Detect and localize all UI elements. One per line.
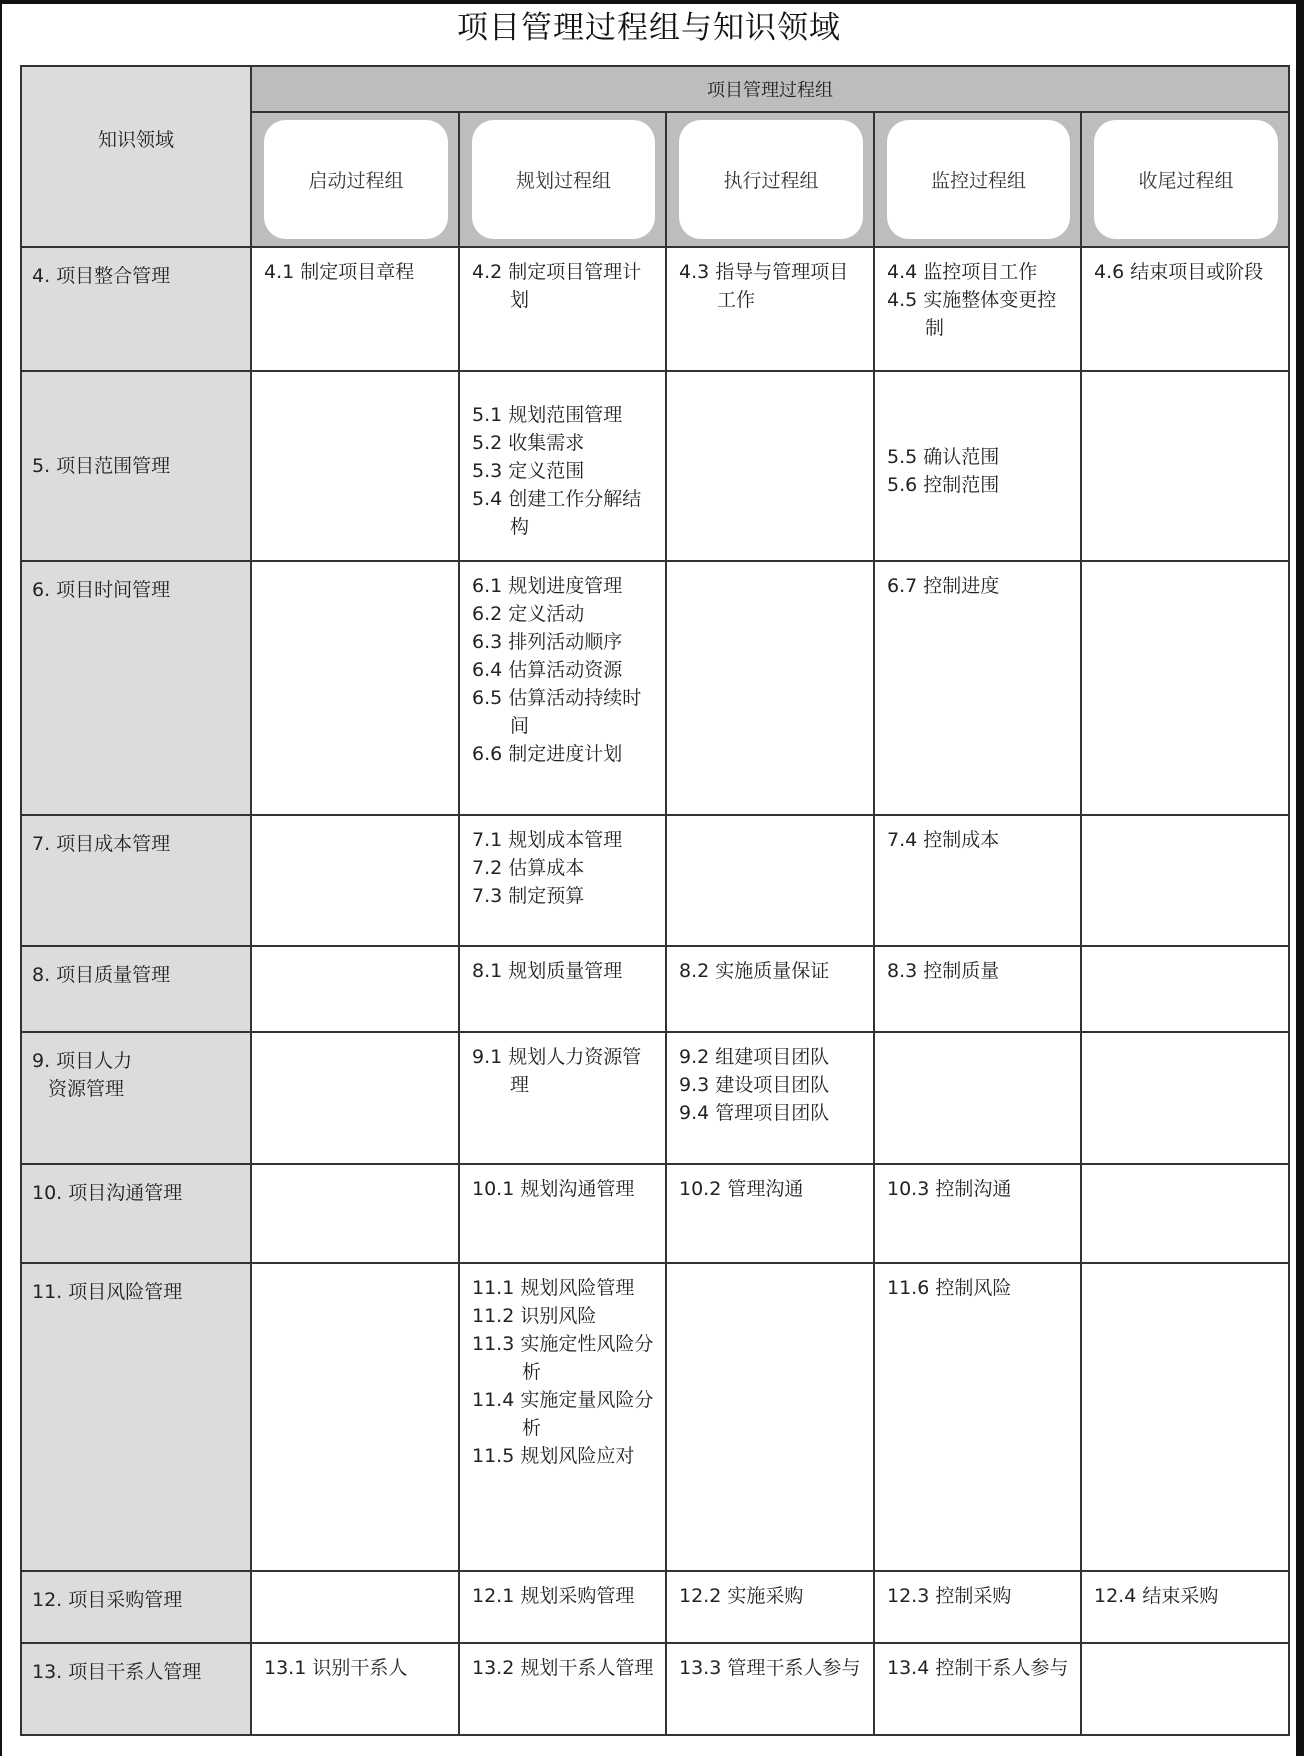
process-cell: [251, 561, 459, 815]
process-cell: [666, 1032, 874, 1164]
process-cell: [459, 1164, 666, 1263]
process-cell: [666, 1263, 874, 1571]
table-row: [21, 815, 1289, 946]
process-group-label: 启动过程组: [264, 120, 448, 239]
process-item: 9.2 组建项目团队: [679, 1046, 830, 1068]
process-cell: [666, 247, 874, 371]
process-cell: [251, 946, 459, 1032]
knowledge-area-label: 资源管理: [48, 1078, 125, 1100]
process-item: 11.2 识别风险: [472, 1305, 597, 1327]
process-cell: [251, 1263, 459, 1571]
knowledge-area-label: 5. 项目范围管理: [32, 455, 171, 477]
process-cell: [1081, 815, 1289, 946]
process-cell: [1081, 946, 1289, 1032]
process-item: 6.6 制定进度计划: [472, 743, 623, 765]
process-item: 5.5 确认范围: [887, 446, 1000, 468]
process-item: 11.4 实施定量风险分析: [472, 1389, 654, 1439]
table-row: [21, 371, 1289, 561]
process-item: 5.4 创建工作分解结构: [472, 488, 642, 538]
process-cell: [459, 371, 666, 561]
process-item: 12.3 控制采购: [887, 1585, 1012, 1607]
process-item: 10.2 管理沟通: [679, 1178, 804, 1200]
process-cell: [666, 815, 874, 946]
process-cell: [1081, 1643, 1289, 1735]
process-item: 7.1 规划成本管理: [472, 829, 623, 851]
process-item: 13.2 规划干系人管理: [472, 1657, 654, 1679]
table-row: [21, 1643, 1289, 1735]
process-cell: [1081, 371, 1289, 561]
process-item: 13.4 控制干系人参与: [887, 1657, 1069, 1679]
process-item: 13.3 管理干系人参与: [679, 1657, 861, 1679]
knowledge-area-label: 9. 项目人力: [32, 1050, 133, 1072]
process-item: 8.3 控制质量: [887, 960, 1000, 982]
process-cell: [459, 1263, 666, 1571]
table-row: [21, 1032, 1289, 1164]
process-item: 5.2 收集需求: [472, 432, 585, 454]
process-cell: [666, 561, 874, 815]
process-cell: [251, 1571, 459, 1643]
process-group-monitoring: [874, 112, 1081, 247]
process-cell: [666, 1643, 874, 1735]
process-group-label: 监控过程组: [887, 120, 1070, 239]
process-item: 8.2 实施质量保证: [679, 960, 830, 982]
knowledge-area-label: 7. 项目成本管理: [32, 833, 171, 855]
process-item: 9.1 规划人力资源管理: [472, 1046, 642, 1096]
knowledge-area-label: 8. 项目质量管理: [32, 964, 171, 986]
process-cell: [874, 371, 1081, 561]
process-item: 12.1 规划采购管理: [472, 1585, 635, 1607]
process-cell: [874, 247, 1081, 371]
process-cell: [874, 1571, 1081, 1643]
process-cell: [874, 1164, 1081, 1263]
process-cell: [874, 946, 1081, 1032]
process-cell: [1081, 247, 1289, 371]
process-item: 5.3 定义范围: [472, 460, 585, 482]
process-group-planning: [459, 112, 666, 247]
process-item: 11.6 控制风险: [887, 1277, 1012, 1299]
page-title: 项目管理过程组与知识领域: [457, 10, 841, 46]
process-item: 11.1 规划风险管理: [472, 1277, 635, 1299]
process-cell: [459, 946, 666, 1032]
knowledge-area-label: 4. 项目整合管理: [32, 265, 171, 287]
process-item: 12.2 实施采购: [679, 1585, 804, 1607]
table-row: [21, 1571, 1289, 1643]
process-cell: [459, 561, 666, 815]
process-item: 4.1 制定项目章程: [264, 261, 415, 283]
process-cell: [874, 815, 1081, 946]
process-cell: [459, 1571, 666, 1643]
process-cell: [459, 815, 666, 946]
process-cell: [251, 247, 459, 371]
knowledge-area-label: 10. 项目沟通管理: [32, 1182, 183, 1204]
document-page: [2, 4, 1296, 1756]
process-item: 11.5 规划风险应对: [472, 1445, 635, 1467]
knowledge-area-label: 13. 项目干系人管理: [32, 1661, 202, 1683]
process-cell: [459, 1643, 666, 1735]
process-item: 6.1 规划进度管理: [472, 575, 623, 597]
process-item: 8.1 规划质量管理: [472, 960, 623, 982]
process-item: 9.4 管理项目团队: [679, 1102, 830, 1124]
process-cell: [1081, 1263, 1289, 1571]
table-row: [21, 946, 1289, 1032]
process-item: 7.4 控制成本: [887, 829, 1000, 851]
process-cell: [666, 1164, 874, 1263]
process-item: 6.4 估算活动资源: [472, 659, 623, 681]
process-item: 5.1 规划范围管理: [472, 404, 623, 426]
process-cell: [1081, 1164, 1289, 1263]
knowledge-area-label: 6. 项目时间管理: [32, 579, 171, 601]
process-cell: [1081, 1032, 1289, 1164]
process-groups-band: 项目管理过程组: [251, 66, 1289, 112]
process-cell: [1081, 1571, 1289, 1643]
process-group-label: 规划过程组: [472, 120, 655, 239]
knowledge-area-header: 知识领域: [21, 66, 251, 247]
process-item: 6.5 估算活动持续时间: [472, 687, 642, 737]
process-item: 4.6 结束项目或阶段: [1094, 261, 1264, 283]
process-item: 4.5 实施整体变更控制: [887, 289, 1057, 339]
process-item: 9.3 建设项目团队: [679, 1074, 830, 1096]
table-row: [21, 561, 1289, 815]
knowledge-area-label: 11. 项目风险管理: [32, 1281, 183, 1303]
process-cell: [666, 1571, 874, 1643]
process-knowledge-matrix: [20, 65, 1290, 1736]
process-item: 10.1 规划沟通管理: [472, 1178, 635, 1200]
process-cell: [251, 815, 459, 946]
knowledge-area-cell: [21, 1263, 251, 1571]
process-group-label: 收尾过程组: [1094, 120, 1278, 239]
process-item: 11.3 实施定性风险分析: [472, 1333, 654, 1383]
knowledge-area-cell: [21, 946, 251, 1032]
process-cell: [251, 1643, 459, 1735]
process-item: 4.4 监控项目工作: [887, 261, 1038, 283]
process-item: 4.2 制定项目管理计划: [472, 261, 642, 311]
process-group-label: 执行过程组: [679, 120, 863, 239]
process-item: 4.3 指导与管理项目工作: [679, 261, 849, 311]
knowledge-area-cell: [21, 371, 251, 561]
knowledge-area-cell: [21, 247, 251, 371]
knowledge-area-cell: [21, 1032, 251, 1164]
process-item: 6.3 排列活动顺序: [472, 631, 623, 653]
process-item: 7.3 制定预算: [472, 885, 585, 907]
table-row: [21, 1164, 1289, 1263]
process-cell: [666, 371, 874, 561]
process-item: 6.7 控制进度: [887, 575, 1000, 597]
process-cell: [874, 561, 1081, 815]
process-cell: [251, 1164, 459, 1263]
process-item: 5.6 控制范围: [887, 474, 1000, 496]
process-item: 12.4 结束采购: [1094, 1585, 1219, 1607]
process-cell: [874, 1032, 1081, 1164]
process-item: 7.2 估算成本: [472, 857, 585, 879]
process-group-closing: [1081, 112, 1289, 247]
process-item: 6.2 定义活动: [472, 603, 585, 625]
process-item: 10.3 控制沟通: [887, 1178, 1012, 1200]
process-cell: [251, 371, 459, 561]
process-group-initiating: [251, 112, 459, 247]
process-item: 13.1 识别干系人: [264, 1657, 408, 1679]
knowledge-area-cell: [21, 561, 251, 815]
process-cell: [874, 1643, 1081, 1735]
process-cell: [666, 946, 874, 1032]
table-body: [21, 247, 1289, 1735]
table-row: [21, 1263, 1289, 1571]
process-cell: [459, 247, 666, 371]
table-row: [21, 247, 1289, 371]
knowledge-area-label: 12. 项目采购管理: [32, 1589, 183, 1611]
process-cell: [251, 1032, 459, 1164]
process-cell: [459, 1032, 666, 1164]
process-cell: [1081, 561, 1289, 815]
knowledge-area-cell: [21, 1571, 251, 1643]
knowledge-area-cell: [21, 1164, 251, 1263]
knowledge-area-cell: [21, 815, 251, 946]
knowledge-area-cell: [21, 1643, 251, 1735]
process-cell: [874, 1263, 1081, 1571]
process-group-executing: [666, 112, 874, 247]
